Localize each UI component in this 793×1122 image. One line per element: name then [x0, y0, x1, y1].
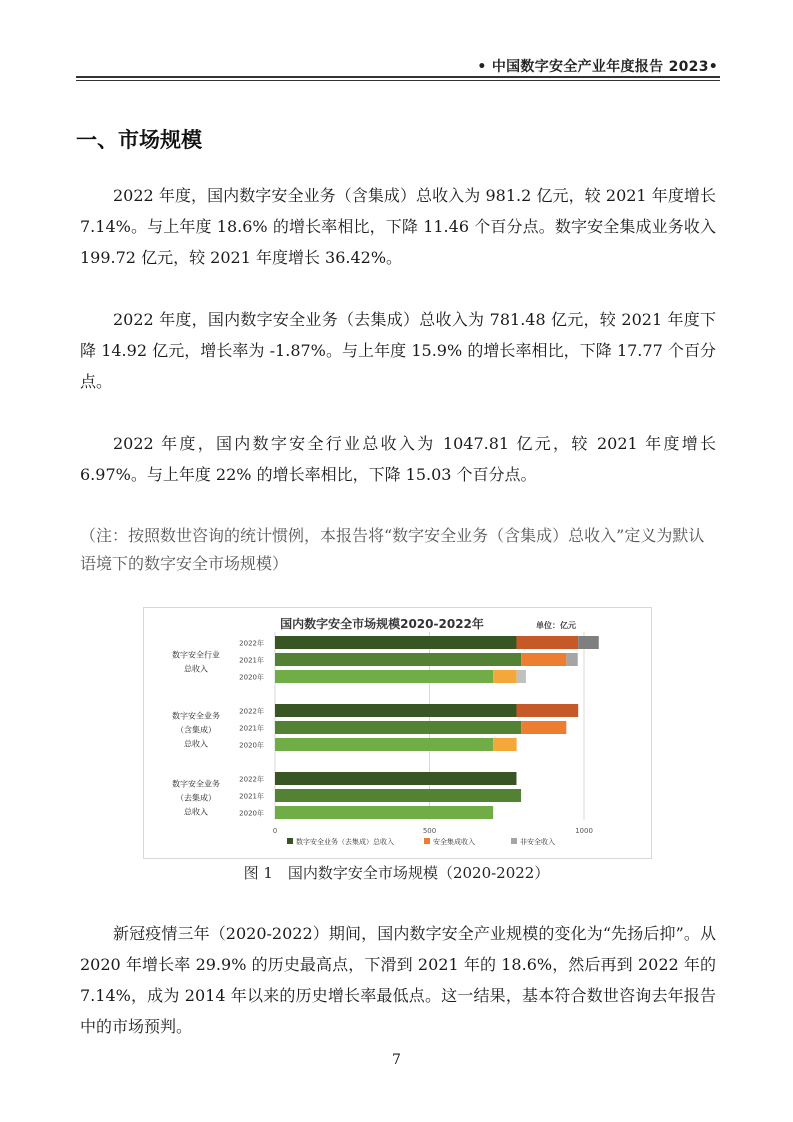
year-tick-label: 2022年 [239, 639, 264, 648]
group-label: 总收入 [184, 807, 208, 817]
year-tick-label: 2021年 [239, 724, 264, 733]
bar-segment [275, 772, 516, 785]
x-tick-label: 500 [422, 827, 437, 835]
chart-title: 国内数字安全市场规模2020-2022年 [280, 617, 484, 631]
bar-segment [275, 670, 493, 683]
group-label: 数字安全行业 [172, 650, 220, 660]
group-label: （去集成） [176, 793, 216, 803]
x-tick-label: 0 [272, 827, 278, 835]
bar-segment [517, 670, 526, 683]
bar-segment [521, 653, 566, 666]
legend-swatch [287, 838, 293, 844]
figure-caption: 图 1 国内数字安全市场规模（2020-2022） [243, 864, 550, 882]
legend-swatch [511, 838, 517, 844]
bar-segment [521, 721, 566, 734]
year-tick-label: 2020年 [239, 673, 264, 682]
group-label: 数字安全业务 [172, 779, 220, 789]
bar-segment [493, 738, 516, 751]
methodology-note: （注：按照数世咨询的统计惯例，本报告将“数字安全业务（含集成）总收入”定义为默认语境下的数字安全市场规模） [80, 526, 705, 573]
bar-segment [275, 721, 521, 734]
year-tick-label: 2021年 [239, 656, 264, 665]
bar-segment [275, 704, 516, 717]
legend-label: 安全集成收入 [433, 838, 475, 846]
year-tick-label: 2020年 [239, 741, 264, 750]
header-rule [76, 76, 720, 78]
bar-segment [275, 738, 493, 751]
paragraph-3: 2022 年度，国内数字安全行业总收入为 1047.81 亿元，较 2021 年度增长 6.97%。与上年度 22% 的增长率相比，下降 15.03 个百分点。 [80, 434, 716, 484]
market-size-chart-svg [144, 608, 651, 858]
bar-segment [516, 636, 578, 649]
market-size-chart [143, 607, 652, 859]
bar-segment [275, 653, 521, 666]
group-label: 总收入 [184, 664, 208, 674]
page-number: 7 [392, 1052, 401, 1068]
paragraph-2: 2022 年度，国内数字安全业务（去集成）总收入为 781.48 亿元，较 2021 年度下降 14.92 亿元，增长率为 -1.87%。与上年度 15.9% 的增长率相比，下降 17.77 个百分点。 [80, 310, 716, 391]
bar-segment [566, 653, 577, 666]
section-title: 一、市场规模 [76, 128, 202, 152]
header-rule-thin [76, 80, 720, 81]
legend-label: 非安全收入 [520, 838, 555, 846]
bar-segment [275, 806, 493, 819]
closing-paragraph: 新冠疫情三年（2020-2022）期间，国内数字安全产业规模的变化为“先扬后抑”。从 2020 年增长率 29.9% 的历史最高点，下滑到 2021 年的 18.6%，然后再到 2022 年的 7.14%，成为 2014 年以来的历史增长率最低点。这一结果，基本符合数世咨询去年报告中的市场预判。 [80, 924, 716, 1036]
bar-segment [493, 670, 516, 683]
year-tick-label: 2022年 [239, 775, 264, 784]
report-header-title: • 中国数字安全产业年度报告 2023• [477, 59, 718, 75]
legend-swatch [424, 838, 430, 844]
year-tick-label: 2020年 [239, 809, 264, 818]
bar-segment [275, 636, 516, 649]
bar-segment [578, 636, 599, 649]
group-label: （含集成） [176, 725, 216, 735]
paragraph-1: 2022 年度，国内数字安全业务（含集成）总收入为 981.2 亿元，较 2021 年度增长 7.14%。与上年度 18.6% 的增长率相比，下降 11.46 个百分点。数字安全集成业务收入 199.72 亿元，较 2021 年度增长 36.42%。 [80, 186, 716, 267]
bar-segment [516, 704, 578, 717]
x-tick-label: 1000 [575, 827, 593, 835]
year-tick-label: 2021年 [239, 792, 264, 801]
chart-unit-label: 单位：亿元 [536, 621, 576, 630]
bar-segment [275, 789, 521, 802]
year-tick-label: 2022年 [239, 707, 264, 716]
legend-label: 数字安全业务（去集成）总收入 [296, 838, 394, 846]
group-label: 总收入 [184, 739, 208, 749]
group-label: 数字安全业务 [172, 711, 220, 721]
